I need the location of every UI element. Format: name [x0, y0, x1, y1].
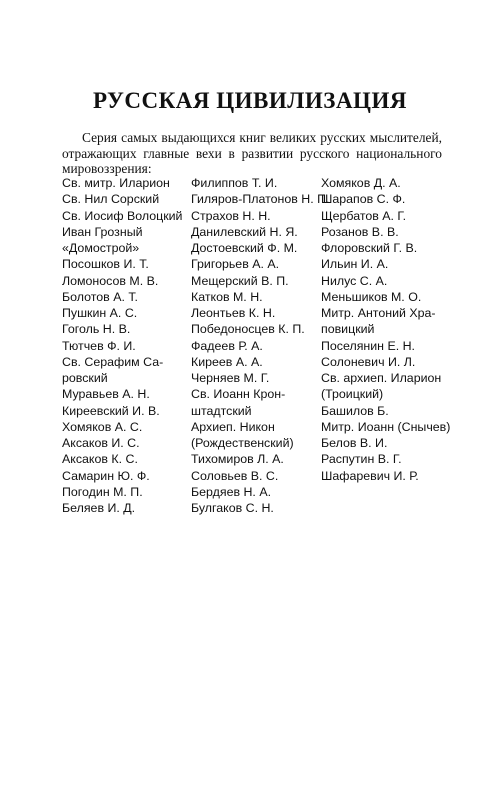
author-entry: Достоевский Ф. М.: [191, 241, 298, 255]
author-entry: Св. Нил Сорский: [62, 192, 160, 207]
author-entry: Иван Грозный: [62, 224, 143, 239]
author-entry: Киреевский И. В.: [62, 403, 160, 418]
author-column-3: [321, 175, 450, 484]
author-entry: Митр. Антоний Хра-: [321, 306, 436, 320]
author-entry: Пушкин А. С.: [62, 306, 138, 320]
author-entry: Погодин М. П.: [62, 484, 143, 499]
author-entry: Ильин И. А.: [321, 257, 389, 272]
author-entry: «Домострой»: [62, 241, 140, 255]
author-entry: Гиляров-Платонов Н. П.: [191, 192, 330, 207]
author-entry: Митр. Иоанн (Снычев): [321, 419, 451, 434]
series-intro: Серия самых выдающихся книг великих русских мыслителей, отражающих главные вехи в развитии русского национального мировоззрения:: [62, 130, 442, 176]
author-entry: повицкий: [321, 322, 375, 337]
author-entry: Ломоносов М. В.: [62, 273, 159, 288]
author-entry: Тихомиров Л. А.: [191, 452, 284, 467]
author-entry: Черняев М. Г.: [191, 371, 270, 385]
author-entry: Св. митр. Иларион: [62, 176, 170, 190]
author-entry: Розанов В. В.: [321, 224, 399, 239]
author-entry: Посошков И. Т.: [62, 257, 149, 272]
author-entry: Хомяков Д. А.: [321, 176, 401, 190]
author-entry: Распутин В. Г.: [321, 452, 402, 467]
author-entry: Григорьев А. А.: [191, 257, 280, 272]
author-entry: Архиеп. Никон: [191, 419, 275, 434]
author-entry: Мещерский В. П.: [191, 273, 289, 288]
author-entry: Св. архиеп. Иларион: [321, 371, 442, 385]
author-entry: Солоневич И. Л.: [321, 354, 416, 369]
author-entry: Соловьев В. С.: [191, 468, 279, 483]
author-entry: Нилус С. А.: [321, 273, 388, 288]
author-entry: Бердяев Н. А.: [191, 484, 272, 499]
author-entry: (Троицкий): [321, 387, 384, 402]
author-entry: Аксаков К. С.: [62, 452, 138, 467]
author-entry: Беляев И. Д.: [62, 501, 136, 515]
author-entry: Филиппов Т. И.: [191, 176, 278, 190]
author-entry: Катков М. Н.: [191, 289, 263, 304]
author-entry: Меньшиков М. О.: [321, 289, 422, 304]
author-entry: Данилевский Н. Я.: [191, 224, 298, 239]
author-entry: Башилов Б.: [321, 403, 389, 418]
author-entry: Страхов Н. Н.: [191, 208, 271, 223]
author-entry: штадтский: [191, 403, 252, 418]
author-entry: Аксаков И. С.: [62, 436, 140, 450]
author-entry: Шафаревич И. Р.: [321, 468, 419, 483]
author-entry: Щербатов А. Г.: [321, 208, 407, 223]
author-entry: Поселянин Е. Н.: [321, 338, 416, 353]
author-entry: Булгаков С. Н.: [191, 501, 274, 515]
author-entry: Муравьев А. Н.: [62, 387, 150, 402]
author-entry: Хомяков А. С.: [62, 419, 143, 434]
author-entry: Победоносцев К. П.: [191, 322, 305, 337]
author-entry: Самарин Ю. Ф.: [62, 468, 150, 483]
author-entry: Гоголь Н. В.: [62, 322, 131, 337]
author-entry: Св. Иоанн Крон-: [191, 387, 286, 402]
author-entry: Шарапов С. Ф.: [321, 192, 406, 207]
author-entry: Флоровский Г. В.: [321, 241, 418, 255]
author-entry: Киреев А. А.: [191, 354, 263, 369]
author-entry: Болотов А. Т.: [62, 289, 138, 304]
author-entry: Фадеев Р. А.: [191, 338, 263, 353]
author-column-1: [62, 175, 182, 516]
author-entry: Белов В. И.: [321, 436, 388, 450]
author-entry: Леонтьев К. Н.: [191, 306, 276, 320]
author-entry: (Рождественский): [191, 436, 294, 450]
author-entry: ровский: [62, 371, 108, 385]
series-title: РУССКАЯ ЦИВИЛИЗАЦИЯ: [93, 88, 407, 113]
author-entry: Св. Серафим Са-: [62, 354, 164, 369]
author-entry: Тютчев Ф. И.: [62, 338, 136, 353]
author-entry: Св. Иосиф Волоцкий: [62, 208, 183, 223]
author-column-2: [191, 175, 330, 516]
